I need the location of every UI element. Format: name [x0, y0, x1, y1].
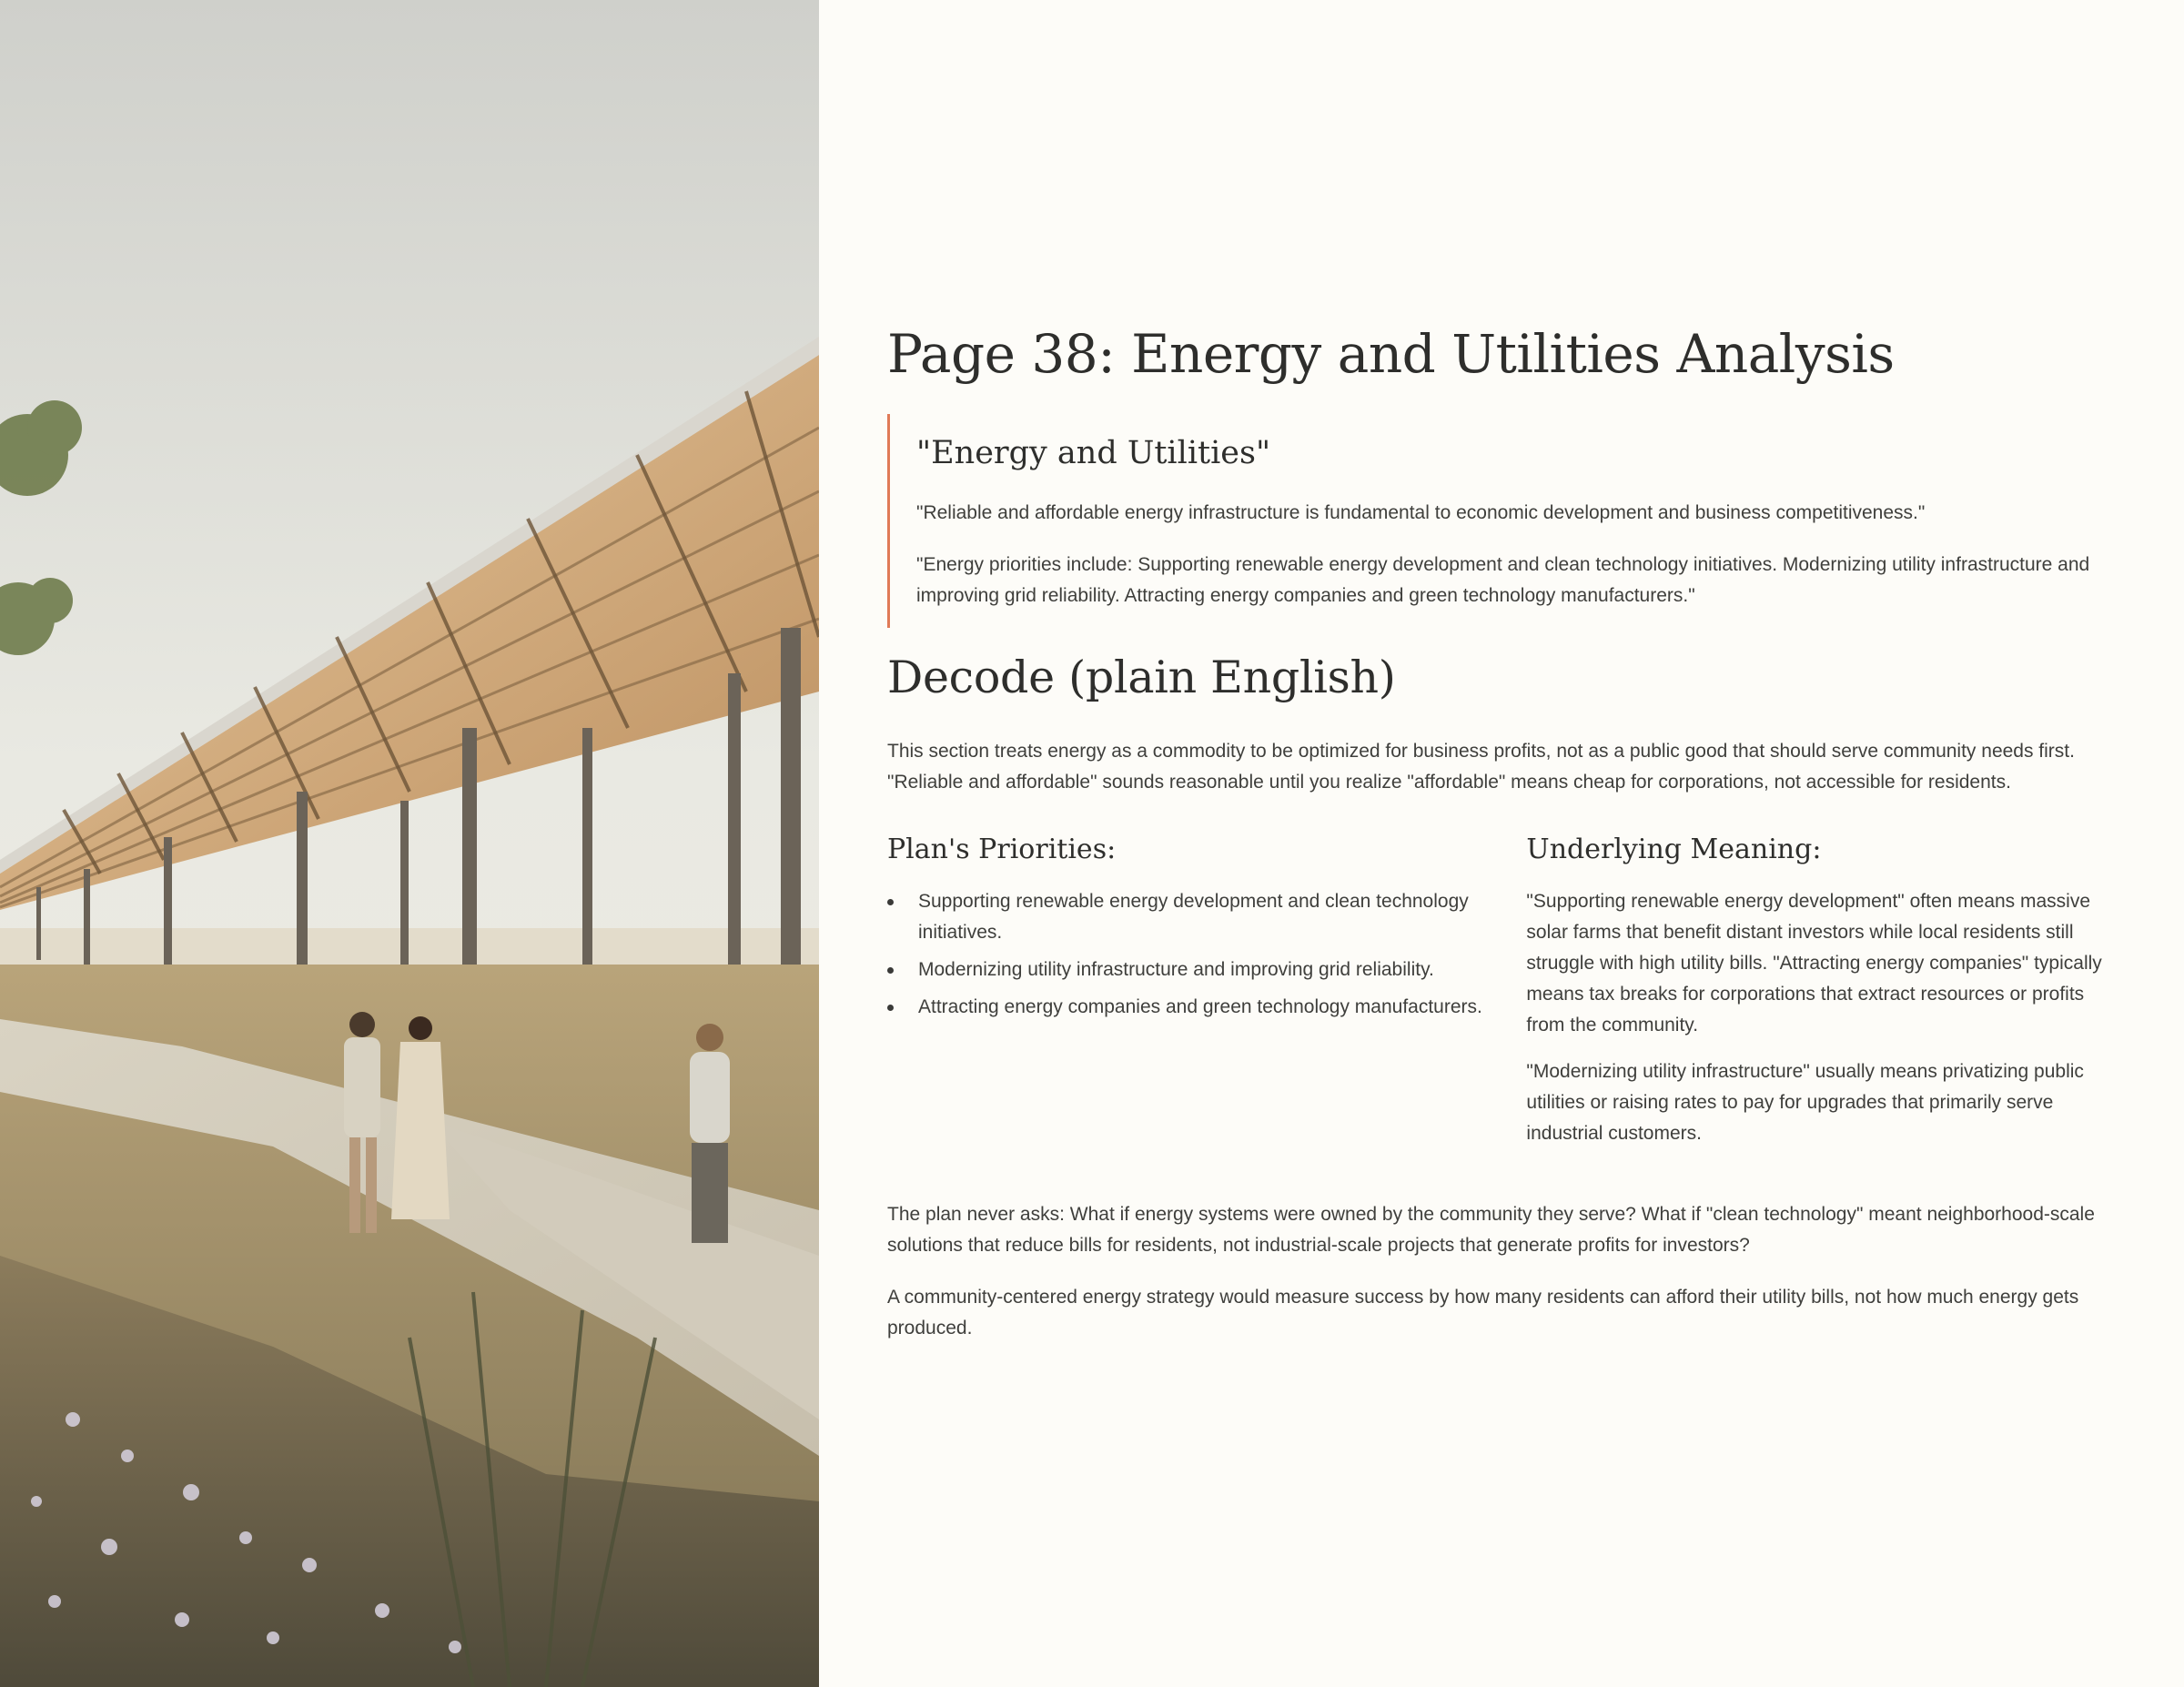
list-item: Modernizing utility infrastructure and improving grid reliability. [887, 955, 1526, 985]
quote-paragraph: "Reliable and affordable energy infrastructure is fundamental to economic development and business competitiveness." [916, 501, 1926, 523]
closing-paragraph: A community-centered energy strategy would measure success by how many residents can afford their utility bills, not how much energy gets produced. [887, 1287, 2079, 1339]
priorities-column [887, 833, 1526, 1165]
meaning-paragraph: "Modernizing utility infrastructure" usually means privatizing public utilities or raising rates to pay for upgrades that primarily serve industrial customers. [1526, 1061, 2084, 1145]
solar-canopy-photo [0, 0, 819, 1687]
closing-section [887, 1199, 2125, 1344]
priorities-title: Plan's Priorities: [887, 833, 1117, 866]
page-title: Page 38: Energy and Utilities Analysis [887, 323, 1895, 385]
decode-intro: This section treats energy as a commodity to be optimized for business profits, not as a public good that should serve community needs first. "Reliable and affordable" sounds reasonable until you realize "affordable" means cheap for corporations, not accessible for residents. [887, 741, 2075, 793]
quote-paragraph: "Energy priorities include: Supporting renewable energy development and clean technology initiatives. Modernizing utility infrastructure and improving grid reliability. Attracting energy companies and green technology manufacturers." [916, 553, 2090, 606]
closing-paragraph: The plan never asks: What if energy systems were owned by the community they serve? What if "clean technology" meant neighborhood-scale solutions that reduce bills for residents, not industrial-scale projects that generate profits for investors? [887, 1204, 2095, 1257]
list-item: Attracting energy companies and green technology manufacturers. [887, 992, 1526, 1023]
meaning-paragraph: "Supporting renewable energy development" often means massive solar farms that benefit distant investors while local residents still struggle with high utility bills. "Attracting energy companies" typically means tax breaks for corporations that extract resources or profits from the community. [1526, 891, 2102, 1036]
two-column-comparison [887, 833, 2125, 1165]
meaning-column [1526, 833, 2125, 1165]
solar-canopy-illustration [0, 0, 819, 1687]
plan-quote-block [887, 414, 2125, 628]
meaning-title: Underlying Meaning: [1526, 833, 1822, 866]
list-item: Supporting renewable energy development and clean technology initiatives. [887, 886, 1526, 948]
priorities-list [887, 886, 1526, 1023]
decode-title: Decode (plain English) [887, 651, 1396, 703]
content-column [887, 323, 2125, 1365]
quote-title: "Energy and Utilities" [916, 434, 1271, 471]
